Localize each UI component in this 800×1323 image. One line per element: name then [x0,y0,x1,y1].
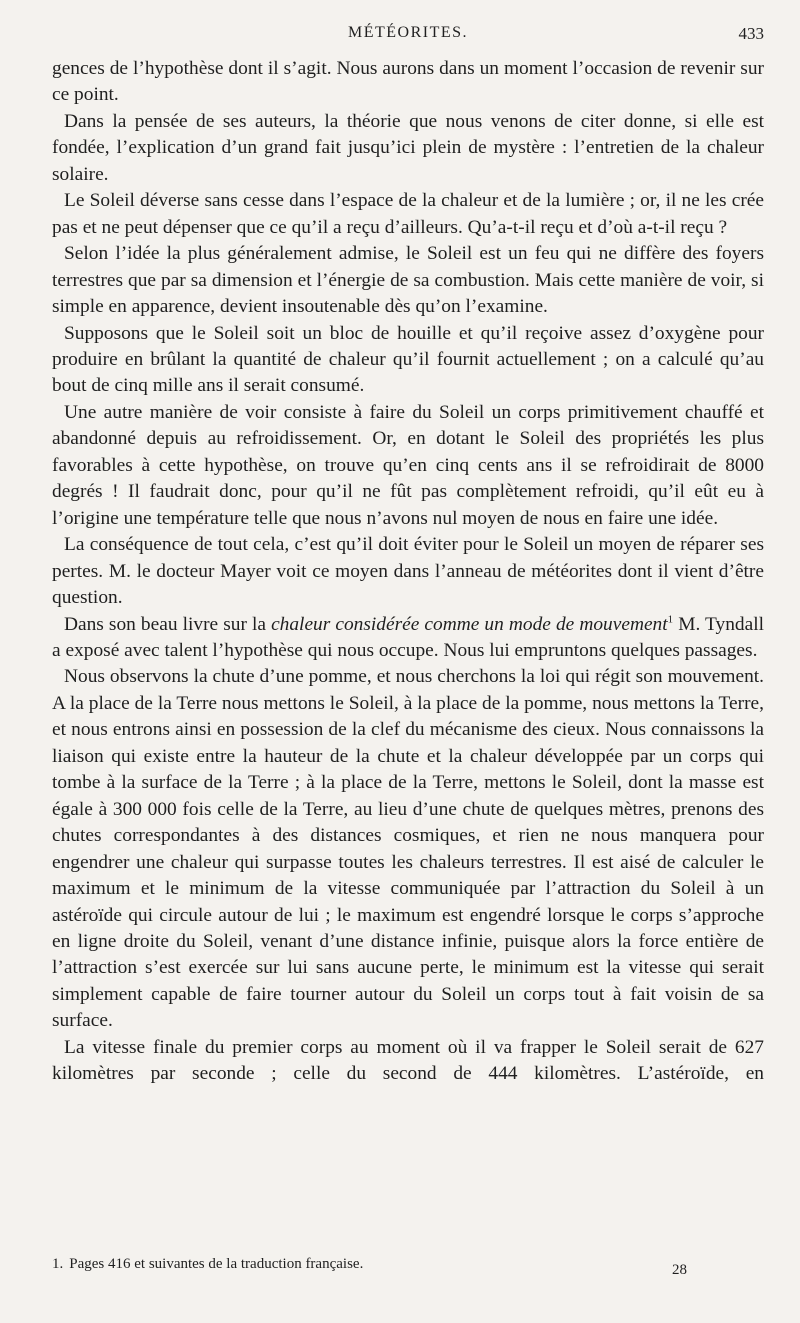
running-title: MÉTÉORITES. [347,24,469,41]
page-number: 433 [738,24,764,43]
paragraph-tyndall [52,612,764,665]
paragraph: gences de l’hypothèse dont il s’agit. Nous aurons dans un moment l’occasion de revenir sur ce point. [52,58,764,106]
page-header [52,24,764,48]
paragraph: La vitesse finale du premier corps au moment où il va frapper le Soleil serait de 627 kilomètres par seconde ; celle du second de 444 kilomètres. L’astéroïde, en [52,1036,764,1085]
paragraph: Une autre manière de voir consiste à faire du Soleil un corps primitivement chauffé et abandonné depuis au refroidissement. Or, en dotant le Soleil des propriétés les plus favorables à cette hypothèse, on trouve qu’en cinq cents ans il se refroidirait de 8000 degrés ! Il faudrait donc, pour qu’il ne fût pas complètement refroidi, qu’il eût eu à l’origine une température telle que nous n’avons nul moyen de nous en faire une idée. [52,401,764,529]
paragraph: Dans la pensée de ses auteurs, la théorie que nous venons de citer donne, si elle est fondée, l’explication d’un grand fait jusqu’ici plein de mystère : l’entretien de la chaleur solaire. [52,110,764,185]
paragraph-text: M. Tyndall a exposé avec talent l’hypothèse qui nous occupe. Nous lui empruntons quelques passages. [52,613,764,661]
paragraph: Le Soleil déverse sans cesse dans l’espace de la chaleur et de la lumière ; or, il ne les crée pas et ne peut dépenser que ce qu’il a reçu d’ailleurs. Qu’a-t-il reçu et d’où a-t-il reçu ? [52,190,764,238]
paragraph: Nous observons la chute d’une pomme, et nous cherchons la loi qui régit son mouvement. A la place de la Terre nous mettons le Soleil, à la place de la pomme, nous mettons la Terre, et nous entrons ainsi en possession de la clef du mécanisme des cieux. Nous connaissons la liaison qui existe entre la hauteur de la chute et la chaleur développée par un corps qui tombe à la surface de la Terre ; à la place de la Terre, mettons le Soleil, dont la masse est égale à 300 000 fois celle de la Terre, au lieu d’une chute de quelques mètres, prenons des chutes correspondantes à des distances cosmiques, et rien ne nous manquera pour engendrer une chaleur qui surpasse toutes les chaleurs terrestres. Il est aisé de calculer le maximum et le minimum de la vitesse communiquée par l’attraction du Soleil à un astéroïde qui circule autour de lui ; le maximum est engendré lorsque le corps s’approche en ligne droite du Soleil, venant d’une distance infinie, puisque alors la force entière de l’attraction s’est exercée sur lui sans aucune perte, le minimum est la vitesse qui serait simplement capable de faire tourner autour du Soleil un corps tout à fait voisin de sa surface. [52,666,764,1032]
book-title: chaleur considérée comme un mode de mouvement [271,613,668,635]
footnote [52,1254,764,1274]
paragraph-text: Dans son beau livre sur la [64,613,272,635]
paragraph: Supposons que le Soleil soit un bloc de houille et qu’il reçoive assez d’oxygène pour produire en brûlant la quantité de chaleur qu’il fournit actuellement ; on a calculé qu’au bout de cinq mille ans il serait consumé. [52,322,764,397]
body-text [52,56,764,1088]
paragraph: La conséquence de tout cela, c’est qu’il doit éviter pour le Soleil un moyen de réparer ses pertes. M. le docteur Mayer voit ce moyen dans l’anneau de météorites dont il vient d’être question. [52,534,764,609]
paragraph: Selon l’idée la plus généralement admise, le Soleil est un feu qui ne diffère des foyers terrestres que par sa dimension et l’énergie de sa combustion. Mais cette manière de voir, si simple en apparence, devient insoutenable dès qu’on l’examine. [52,243,764,318]
signature-mark: 28 [672,1262,687,1278]
footnote-number: 1. [52,1256,64,1272]
footnote-text: Pages 416 et suivantes de la traduction française. [69,1256,364,1272]
footnote-reference: 1 [667,613,674,626]
